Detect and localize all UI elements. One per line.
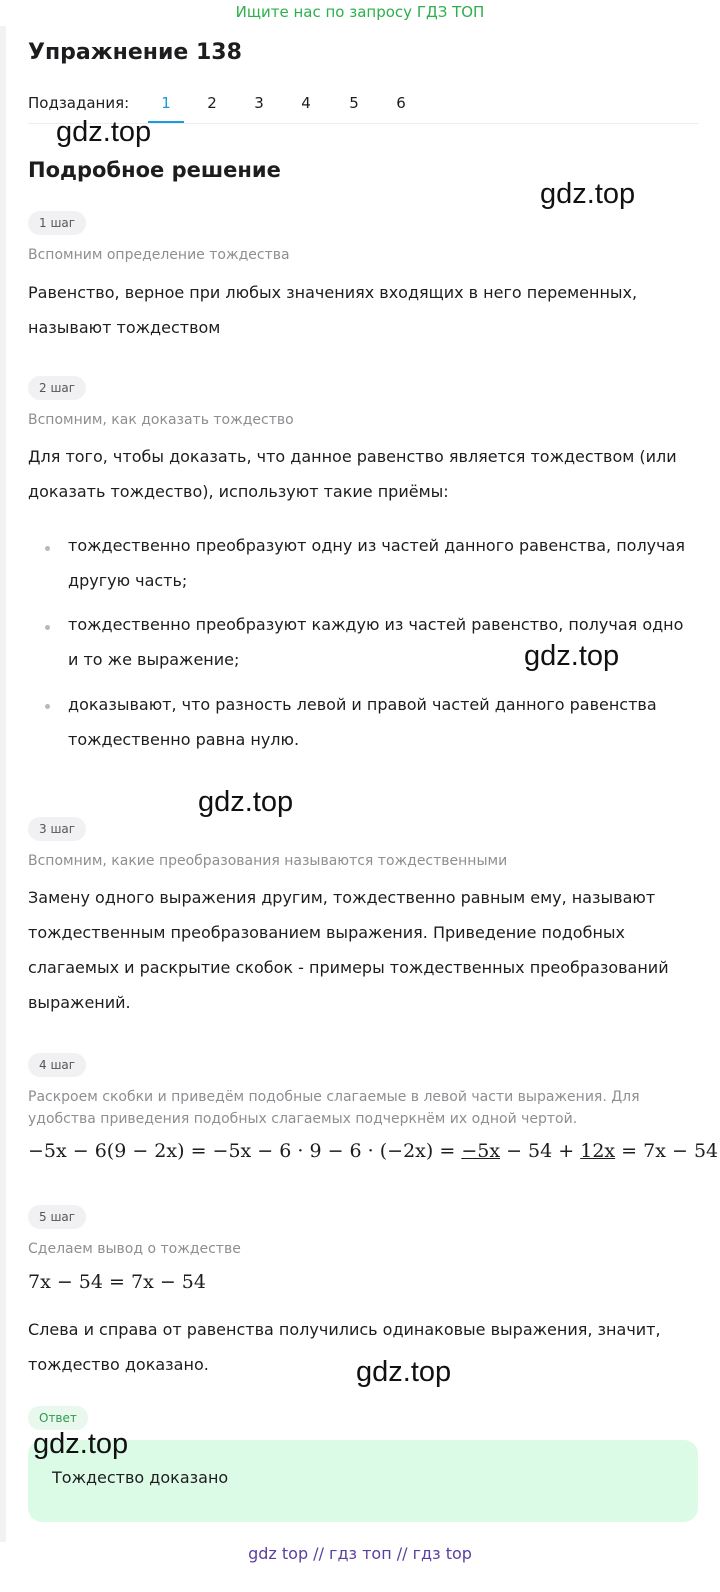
answer-box [28, 1440, 698, 1522]
step-hint: Раскроем скобки и приведём подобные слагаемые в левой части выражения. Для удобства приведения подобных слагаемых подчеркнём их одной чертой. [28, 1089, 640, 1127]
step-badge: 2 шаг [28, 376, 86, 400]
formula-part: − 54 + [500, 1140, 581, 1162]
answer-text: Тождество доказано [52, 1468, 229, 1487]
step-text: Для того, чтобы доказать, что данное равенство является тождеством (или доказать тождество), используют такие приёмы: [28, 447, 677, 501]
tab-3[interactable]: 3 [254, 94, 264, 112]
step-text: Замену одного выражения другим, тождественно равным ему, называют тождественным преобразованием выражения. Приведение подобных слагаемых и раскрытие скобок - примеры тождественных преобразований выражений. [28, 888, 669, 1012]
answer-badge: Ответ [28, 1406, 88, 1430]
active-tab-indicator [148, 121, 184, 123]
tab-1[interactable]: 1 [161, 94, 171, 112]
step-badge: 3 шаг [28, 817, 86, 841]
bullet-dot [45, 546, 50, 551]
watermark: gdz.top [56, 116, 152, 148]
watermark: gdz.top [198, 786, 294, 818]
step-hint: Сделаем вывод о тождестве [28, 1241, 241, 1257]
step-formula: 7x − 54 = 7x − 54 [28, 1271, 206, 1293]
step-hint: Вспомним определение тождества [28, 247, 290, 263]
step-text: Слева и справа от равенства получились одинаковые выражения, значит, тождество доказано. [28, 1320, 661, 1374]
tab-4[interactable]: 4 [301, 94, 311, 112]
subtasks-label: Подзадания: [28, 94, 130, 112]
bullet-dot [45, 625, 50, 630]
watermark: gdz.top [356, 1356, 452, 1388]
formula-part: −5x − 6(9 − 2x) = −5x − 6 · 9 − 6 · (−2x) = [28, 1140, 462, 1162]
solution-heading: Подробное решение [28, 158, 281, 182]
list-item: доказывают, что разность левой и правой частей данного равенства тождественно равна нулю. [68, 695, 657, 749]
list-item: тождественно преобразуют одну из частей данного равенства, получая другую часть; [68, 536, 686, 590]
tab-6[interactable]: 6 [396, 94, 406, 112]
step-badge: 1 шаг [28, 211, 86, 235]
watermark: gdz.top [524, 640, 620, 672]
step-formula [28, 1140, 718, 1162]
list-item: тождественно преобразуют каждую из частей равенство, получая одно и то же выражение; [68, 615, 684, 669]
watermark: gdz.top [540, 178, 636, 210]
step-badge: 5 шаг [28, 1205, 86, 1229]
footer-links[interactable]: gdz top // гдз топ // гдз top [248, 1544, 472, 1563]
top-banner: Ищите нас по запросу ГДЗ ТОП [235, 3, 485, 21]
tab-2[interactable]: 2 [207, 94, 217, 112]
bullet-dot [45, 704, 50, 709]
exercise-title: Упражнение 138 [28, 40, 242, 65]
step-hint: Вспомним, как доказать тождество [28, 412, 294, 428]
tab-5[interactable]: 5 [349, 94, 359, 112]
formula-part: = 7x − 54 [615, 1140, 719, 1162]
underlined-term: −5x [461, 1140, 501, 1162]
underlined-term: 12x [580, 1140, 616, 1162]
step-badge: 4 шаг [28, 1053, 86, 1077]
step-text: Равенство, верное при любых значениях входящих в него переменных, называют тождеством [28, 283, 638, 337]
step-hint: Вспомним, какие преобразования называются тождественными [28, 853, 508, 869]
watermark: gdz.top [33, 1428, 129, 1460]
